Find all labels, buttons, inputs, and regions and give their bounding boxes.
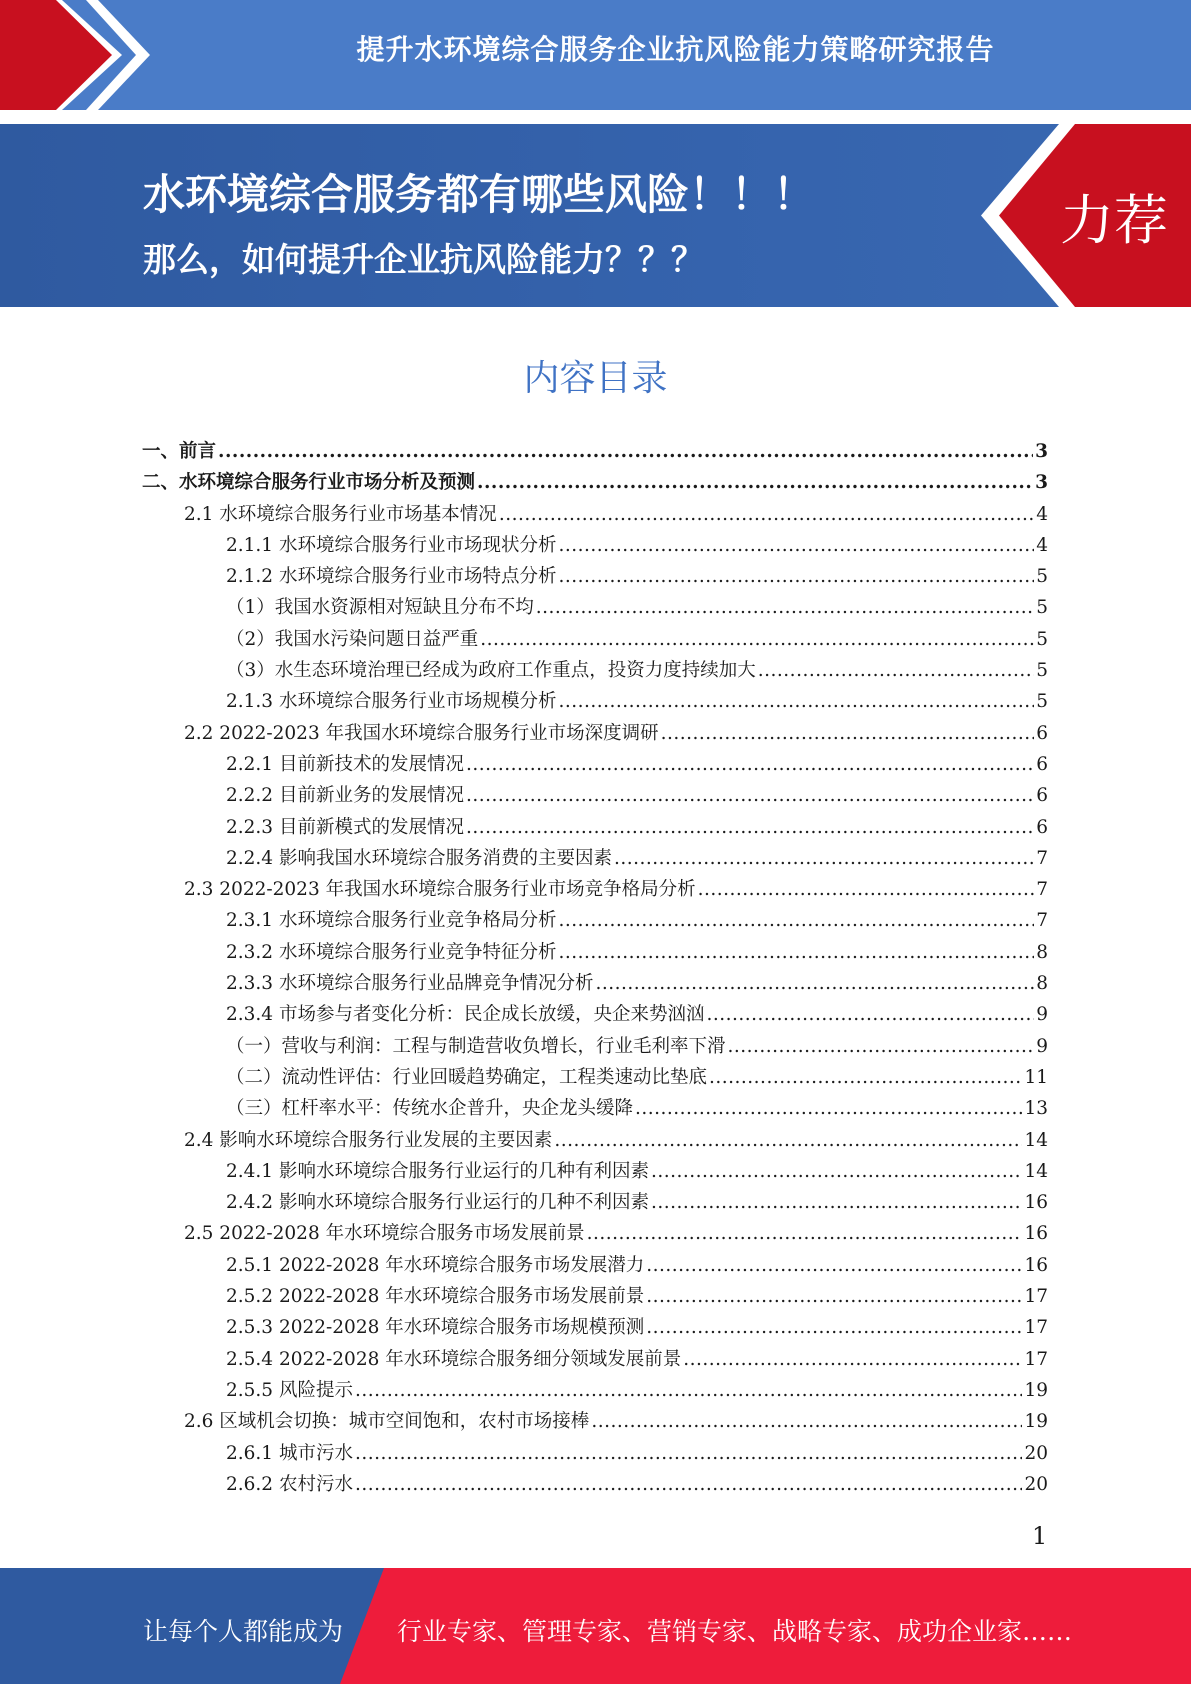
toc-entry[interactable] bbox=[142, 718, 1048, 749]
toc-entry-page: 6 bbox=[1036, 785, 1048, 807]
toc-entry-page: 7 bbox=[1036, 847, 1048, 869]
recommend-badge: 力荐 bbox=[1060, 189, 1168, 252]
toc-leader-dots bbox=[554, 1125, 1022, 1156]
toc-leader-dots bbox=[646, 1250, 1022, 1281]
toc-entry-label: （2）我国水污染问题日益严重 bbox=[226, 628, 479, 650]
toc-entry-label: （1）我国水资源相对短缺且分布不均 bbox=[226, 597, 534, 619]
toc-leader-dots bbox=[355, 1469, 1023, 1500]
toc-entry-page: 16 bbox=[1024, 1254, 1048, 1276]
toc-entry[interactable] bbox=[142, 968, 1048, 999]
toc-entry[interactable] bbox=[142, 1156, 1048, 1187]
footer-slogan-lead: 让每个人都能成为 bbox=[143, 1617, 344, 1646]
toc-entry-page: 20 bbox=[1024, 1442, 1048, 1464]
toc-leader-dots bbox=[558, 937, 1034, 968]
toc-entry[interactable] bbox=[142, 624, 1048, 655]
toc-entry[interactable] bbox=[142, 1250, 1048, 1281]
toc-entry-page: 7 bbox=[1036, 879, 1048, 901]
toc-entry-label: （一）营收与利润：工程与制造营收负增长，行业毛利率下滑 bbox=[226, 1035, 726, 1057]
toc-leader-dots bbox=[558, 686, 1034, 717]
toc-entry[interactable] bbox=[142, 530, 1048, 561]
table-of-contents bbox=[142, 436, 1048, 1500]
toc-entry-page: 11 bbox=[1024, 1066, 1048, 1088]
toc-entry-page: 8 bbox=[1036, 973, 1048, 995]
toc-entry-label: 2.2.3 目前新模式的发展情况 bbox=[226, 816, 464, 838]
toc-leader-dots bbox=[651, 1156, 1022, 1187]
toc-leader-dots bbox=[709, 1062, 1022, 1093]
toc-entry[interactable] bbox=[142, 1438, 1048, 1469]
toc-entry-label: 2.4.2 影响水环境综合服务行业运行的几种不利因素 bbox=[226, 1192, 649, 1214]
toc-entry-page: 3 bbox=[1035, 441, 1048, 462]
report-title: 提升水环境综合服务企业抗风险能力策略研究报告 bbox=[356, 33, 995, 66]
toc-leader-dots bbox=[646, 1281, 1022, 1312]
toc-entry-label: 2.1.1 水环境综合服务行业市场现状分析 bbox=[226, 534, 557, 556]
toc-entry[interactable] bbox=[142, 1469, 1048, 1500]
toc-entry[interactable] bbox=[142, 749, 1048, 780]
toc-entry-page: 19 bbox=[1024, 1411, 1048, 1433]
toc-entry[interactable] bbox=[142, 1375, 1048, 1406]
toc-entry-label: 2.5.4 2022-2028 年水环境综合服务细分领域发展前景 bbox=[226, 1348, 682, 1370]
toc-entry[interactable] bbox=[142, 1093, 1048, 1124]
toc-entry-label: 2.3.3 水环境综合服务行业品牌竞争情况分析 bbox=[226, 973, 594, 995]
toc-entry-page: 16 bbox=[1024, 1192, 1048, 1214]
toc-entry-page: 6 bbox=[1036, 753, 1048, 775]
hero-headline: 水环境综合服务都有哪些风险！！！ bbox=[143, 170, 816, 219]
toc-entry-page: 5 bbox=[1036, 691, 1048, 713]
toc-entry[interactable] bbox=[142, 561, 1048, 592]
toc-entry-label: 2.6.1 城市污水 bbox=[226, 1442, 353, 1464]
toc-entry-label: （二）流动性评估：行业回暖趋势确定，工程类速动比垫底 bbox=[226, 1066, 708, 1088]
toc-entry[interactable] bbox=[142, 436, 1048, 467]
toc-entry-label: 2.1.3 水环境综合服务行业市场规模分析 bbox=[226, 691, 557, 713]
toc-leader-dots bbox=[758, 655, 1034, 686]
toc-entry[interactable] bbox=[142, 780, 1048, 811]
toc-leader-dots bbox=[355, 1438, 1023, 1469]
toc-leader-dots bbox=[661, 718, 1035, 749]
toc-entry[interactable] bbox=[142, 499, 1048, 530]
toc-entry[interactable] bbox=[142, 905, 1048, 936]
toc-entry-page: 4 bbox=[1036, 503, 1048, 525]
footer-banner bbox=[0, 1568, 1191, 1684]
red-chevron-decoration bbox=[0, 0, 150, 110]
toc-entry-label: 2.4 影响水环境综合服务行业发展的主要因素 bbox=[184, 1129, 553, 1151]
toc-entry-label: 2.2 2022-2023 年我国水环境综合服务行业市场深度调研 bbox=[184, 722, 659, 744]
toc-entry[interactable] bbox=[142, 812, 1048, 843]
toc-entry-page: 13 bbox=[1024, 1098, 1048, 1120]
toc-leader-dots bbox=[477, 467, 1033, 498]
toc-entry[interactable] bbox=[142, 686, 1048, 717]
toc-leader-dots bbox=[635, 1093, 1022, 1124]
toc-leader-dots bbox=[536, 592, 1034, 623]
toc-entry-label: 二、水环境综合服务行业市场分析及预测 bbox=[142, 472, 476, 494]
toc-leader-dots bbox=[683, 1344, 1022, 1375]
toc-leader-dots bbox=[480, 624, 1034, 655]
toc-entry-label: 2.5.3 2022-2028 年水环境综合服务市场规模预测 bbox=[226, 1317, 645, 1339]
toc-entry[interactable] bbox=[142, 1125, 1048, 1156]
toc-entry[interactable] bbox=[142, 592, 1048, 623]
toc-entry[interactable] bbox=[142, 1344, 1048, 1375]
toc-leader-dots bbox=[466, 780, 1034, 811]
toc-leader-dots bbox=[591, 1406, 1022, 1437]
toc-entry-page: 3 bbox=[1035, 472, 1048, 494]
toc-entry-label: 2.1 水环境综合服务行业市场基本情况 bbox=[184, 503, 497, 525]
toc-entry-label: 2.6 区域机会切换：城市空间饱和，农村市场接棒 bbox=[184, 1411, 590, 1433]
toc-entry-label: 2.3 2022-2023 年我国水环境综合服务行业市场竞争格局分析 bbox=[184, 879, 696, 901]
toc-entry-page: 14 bbox=[1024, 1129, 1048, 1151]
toc-leader-dots bbox=[558, 905, 1034, 936]
toc-entry-page: 19 bbox=[1024, 1379, 1048, 1401]
toc-entry[interactable] bbox=[142, 937, 1048, 968]
toc-leader-dots bbox=[558, 530, 1034, 561]
toc-entry-label: 2.2.1 目前新技术的发展情况 bbox=[226, 753, 464, 775]
toc-entry-label: 2.2.4 影响我国水环境综合服务消费的主要因素 bbox=[226, 847, 612, 869]
toc-leader-dots bbox=[218, 436, 1033, 467]
toc-entry[interactable] bbox=[142, 1062, 1048, 1093]
toc-leader-dots bbox=[646, 1312, 1022, 1343]
toc-entry-label: 2.2.2 目前新业务的发展情况 bbox=[226, 785, 464, 807]
toc-leader-dots bbox=[614, 843, 1034, 874]
toc-entry-page: 14 bbox=[1024, 1160, 1048, 1182]
toc-entry-page: 5 bbox=[1036, 566, 1048, 588]
toc-entry-page: 5 bbox=[1036, 597, 1048, 619]
toc-entry[interactable] bbox=[142, 1312, 1048, 1343]
toc-entry-label: 2.3.1 水环境综合服务行业竞争格局分析 bbox=[226, 910, 557, 932]
toc-entry-label: 2.5 2022-2028 年水环境综合服务市场发展前景 bbox=[184, 1223, 585, 1245]
toc-entry-label: 2.6.2 农村污水 bbox=[226, 1473, 353, 1495]
toc-leader-dots bbox=[706, 999, 1034, 1030]
toc-entry-page: 5 bbox=[1036, 628, 1048, 650]
page-number: 1 bbox=[1032, 1522, 1048, 1550]
toc-entry-label: 2.1.2 水环境综合服务行业市场特点分析 bbox=[226, 566, 557, 588]
toc-leader-dots bbox=[466, 749, 1034, 780]
toc-entry-page: 20 bbox=[1024, 1473, 1048, 1495]
toc-entry[interactable] bbox=[142, 999, 1048, 1030]
toc-entry-page: 17 bbox=[1024, 1317, 1048, 1339]
toc-entry-page: 6 bbox=[1036, 816, 1048, 838]
toc-leader-dots bbox=[651, 1187, 1022, 1218]
toc-entry[interactable] bbox=[142, 467, 1048, 498]
toc-entry-label: （3）水生态环境治理已经成为政府工作重点，投资力度持续加大 bbox=[226, 660, 756, 682]
toc-leader-dots bbox=[355, 1375, 1023, 1406]
toc-entry[interactable] bbox=[142, 1281, 1048, 1312]
toc-entry-page: 17 bbox=[1024, 1348, 1048, 1370]
toc-entry[interactable] bbox=[142, 843, 1048, 874]
toc-entry-label: 2.3.4 市场参与者变化分析：民企成长放缓，央企来势汹汹 bbox=[226, 1004, 705, 1026]
toc-entry-label: 2.5.2 2022-2028 年水环境综合服务市场发展前景 bbox=[226, 1286, 645, 1308]
toc-entry[interactable] bbox=[142, 1187, 1048, 1218]
toc-entry-page: 16 bbox=[1024, 1223, 1048, 1245]
toc-leader-dots bbox=[587, 1218, 1023, 1249]
toc-entry-label: 2.3.2 水环境综合服务行业竞争特征分析 bbox=[226, 941, 557, 963]
toc-entry-label: 2.4.1 影响水环境综合服务行业运行的几种有利因素 bbox=[226, 1160, 649, 1182]
toc-entry-page: 8 bbox=[1036, 941, 1048, 963]
toc-entry[interactable] bbox=[142, 655, 1048, 686]
toc-entry[interactable] bbox=[142, 1031, 1048, 1062]
toc-entry-page: 6 bbox=[1036, 722, 1048, 744]
toc-entry[interactable] bbox=[142, 1218, 1048, 1249]
toc-entry[interactable] bbox=[142, 874, 1048, 905]
toc-leader-dots bbox=[499, 499, 1034, 530]
toc-entry-label: 一、前言 bbox=[142, 441, 217, 462]
toc-entry-page: 9 bbox=[1036, 1004, 1048, 1026]
toc-leader-dots bbox=[558, 561, 1034, 592]
toc-entry-page: 7 bbox=[1036, 910, 1048, 932]
hero-subheadline: 那么，如何提升企业抗风险能力？？？ bbox=[143, 240, 704, 279]
toc-leader-dots bbox=[466, 812, 1034, 843]
toc-entry-label: （三）杠杆率水平：传统水企普升，央企龙头缓降 bbox=[226, 1098, 634, 1120]
footer-slogan-roles: 行业专家、管理专家、营销专家、战略专家、成功企业家…… bbox=[397, 1617, 1073, 1646]
toc-entry-page: 9 bbox=[1036, 1035, 1048, 1057]
toc-leader-dots bbox=[595, 968, 1034, 999]
toc-entry-page: 4 bbox=[1036, 534, 1048, 556]
toc-leader-dots bbox=[698, 874, 1035, 905]
toc-entry-label: 2.5.5 风险提示 bbox=[226, 1379, 353, 1401]
toc-entry[interactable] bbox=[142, 1406, 1048, 1437]
toc-entry-page: 17 bbox=[1024, 1286, 1048, 1308]
toc-entry-label: 2.5.1 2022-2028 年水环境综合服务市场发展潜力 bbox=[226, 1254, 645, 1276]
hero-banner bbox=[0, 124, 1191, 307]
toc-entry-page: 5 bbox=[1036, 660, 1048, 682]
toc-leader-dots bbox=[728, 1031, 1035, 1062]
toc-title: 内容目录 bbox=[523, 358, 668, 399]
top-banner bbox=[0, 0, 1191, 110]
